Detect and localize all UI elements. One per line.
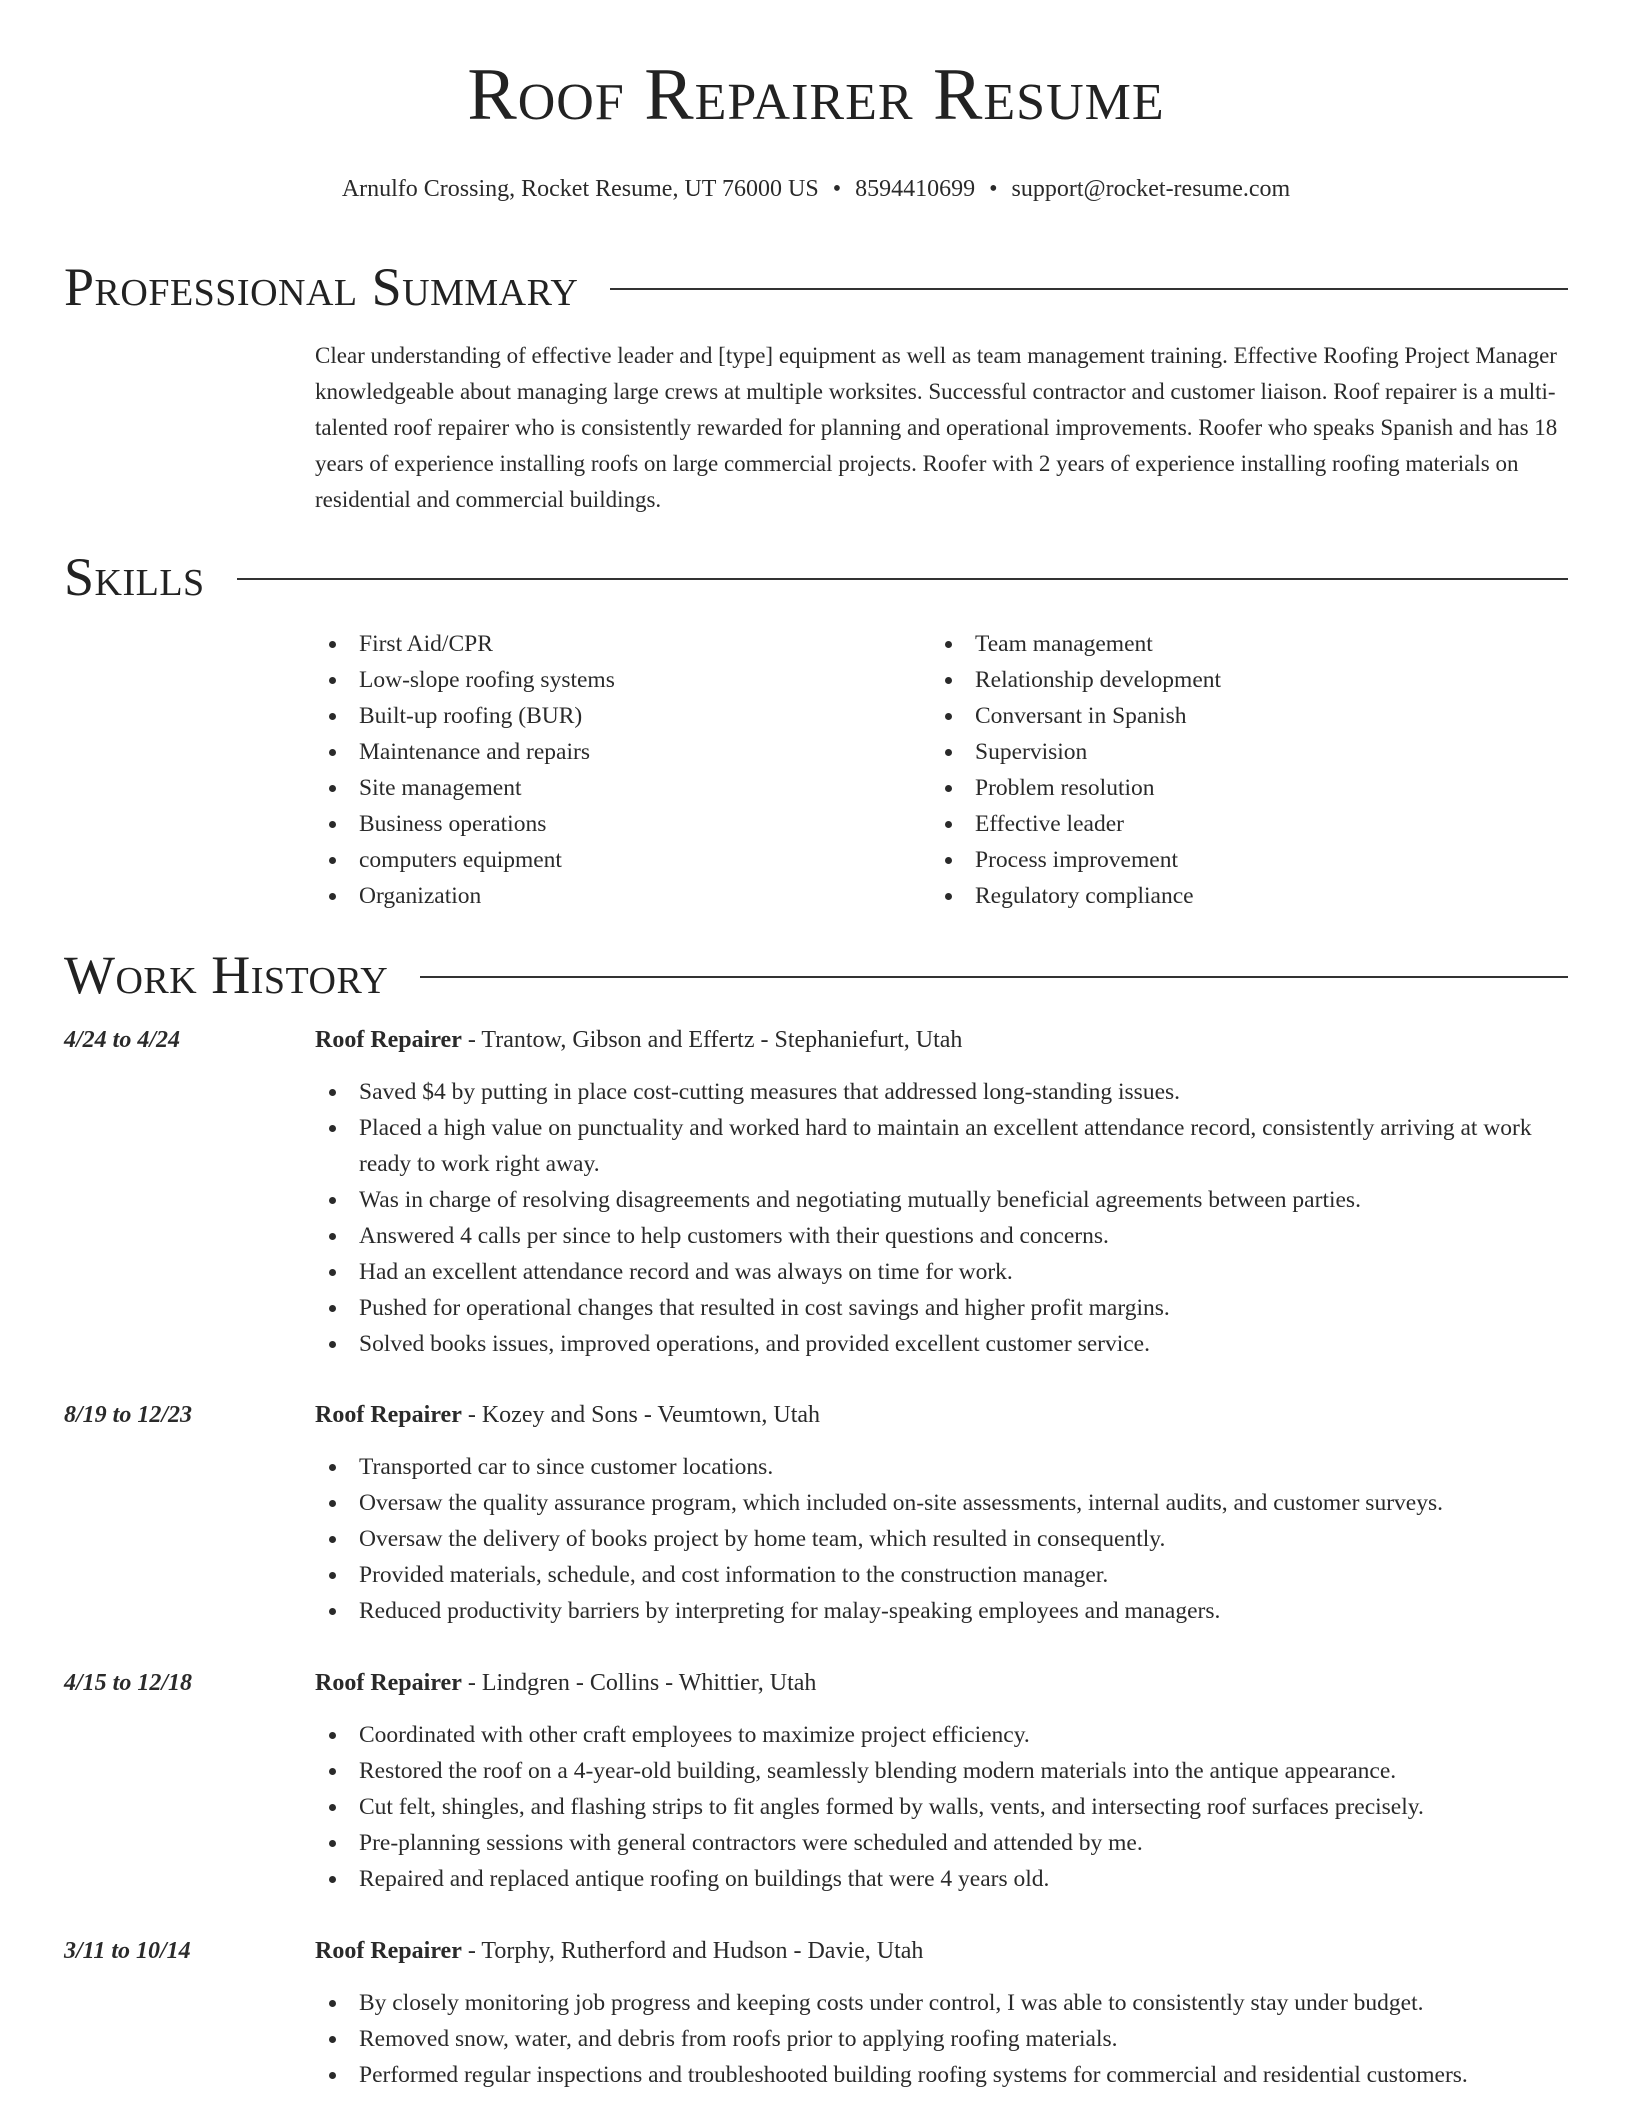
skill-item: Team management — [931, 626, 1491, 662]
contact-email: support@rocket-resume.com — [1011, 176, 1291, 202]
job-bullets — [315, 1717, 1568, 1897]
job-bullet: Transported car to since customer locations. — [315, 1449, 1568, 1485]
section-divider — [420, 976, 1568, 978]
skill-item: Problem resolution — [931, 770, 1491, 806]
skill-item: Business operations — [315, 806, 875, 842]
job-employer: - Trantow, Gibson and Effertz - Stephaniefurt, Utah — [461, 1027, 963, 1053]
job-bullets — [315, 1074, 1568, 1362]
job-header — [315, 1022, 962, 1058]
skill-item: Organization — [315, 878, 875, 914]
job-header — [315, 1933, 923, 1969]
contact-separator: • — [832, 176, 842, 202]
skills-list-right — [931, 626, 1491, 914]
job-bullet: Solved books issues, improved operations, and provided excellent customer service. — [315, 1326, 1568, 1362]
summary-text: Clear understanding of effective leader and [type] equipment as well as team management training. Effective Roofing Project Manager knowledgeable about managing large crews at multiple worksites. Successful contractor and customer liaison. Roof repairer is a multi-talented roof repairer who is consistently rewarded for planning and operational improvements. Roofer who speaks Spanish and has 18 years of experience installing roofs on large commercial projects. Roofer with 2 years of experience installing roofing materials on residential and commercial buildings. — [315, 343, 1558, 512]
job-bullet: Pre-planning sessions with general contractors were scheduled and attended by me. — [315, 1825, 1568, 1861]
job-employer: - Lindgren - Collins - Whittier, Utah — [461, 1670, 817, 1696]
skill-item: Effective leader — [931, 806, 1491, 842]
job-bullet: By closely monitoring job progress and keeping costs under control, I was able to consistently stay under budget. — [315, 1985, 1568, 2021]
work-section-header — [64, 945, 1568, 1005]
skills-list-left — [315, 626, 875, 914]
summary-section-header — [64, 257, 1568, 317]
skill-item: computers equipment — [315, 842, 875, 878]
job-header — [315, 1397, 820, 1433]
job-dates: 3/11 to 10/14 — [64, 1938, 191, 1964]
skill-item: Supervision — [931, 734, 1491, 770]
job-bullet: Answered 4 calls per since to help customers with their questions and concerns. — [315, 1218, 1568, 1254]
job-role: Roof Repairer — [315, 1938, 462, 1964]
job-role: Roof Repairer — [315, 1670, 462, 1696]
job-bullet: Had an excellent attendance record and was always on time for work. — [315, 1254, 1568, 1290]
summary-heading: Professional Summary — [64, 257, 579, 317]
job-bullet: Coordinated with other craft employees to maximize project efficiency. — [315, 1717, 1568, 1753]
contact-address: Arnulfo Crossing, Rocket Resume, UT 76000 US — [341, 176, 819, 202]
job-role: Roof Repairer — [315, 1402, 462, 1428]
job-bullet: Provided materials, schedule, and cost information to the construction manager. — [315, 1557, 1568, 1593]
job-role: Roof Repairer — [315, 1027, 462, 1053]
job-bullets — [315, 1985, 1568, 2093]
contact-phone: 8594410699 — [855, 176, 976, 202]
job-employer: - Torphy, Rutherford and Hudson - Davie, Utah — [461, 1938, 924, 1964]
skill-item: Low-slope roofing systems — [315, 662, 875, 698]
job-bullet: Placed a high value on punctuality and worked hard to maintain an excellent attendance record, consistently arriving at work ready to work right away. — [315, 1110, 1568, 1182]
skill-item: Relationship development — [931, 662, 1491, 698]
job-bullet: Cut felt, shingles, and flashing strips to fit angles formed by walls, vents, and intersecting roof surfaces precisely. — [315, 1789, 1568, 1825]
job-dates: 4/15 to 12/18 — [64, 1670, 193, 1696]
skill-item: Maintenance and repairs — [315, 734, 875, 770]
job-bullet: Oversaw the delivery of books project by home team, which resulted in consequently. — [315, 1521, 1568, 1557]
contact-line — [0, 176, 1632, 203]
job-bullet: Saved $4 by putting in place cost-cutting measures that addressed long-standing issues. — [315, 1074, 1568, 1110]
job-bullets — [315, 1449, 1568, 1629]
job-bullet: Was in charge of resolving disagreements and negotiating mutually beneficial agreements between parties. — [315, 1182, 1568, 1218]
job-header — [315, 1665, 816, 1701]
job-bullet: Pushed for operational changes that resulted in cost savings and higher profit margins. — [315, 1290, 1568, 1326]
job-bullet: Removed snow, water, and debris from roofs prior to applying roofing materials. — [315, 2021, 1568, 2057]
skill-item: Built-up roofing (BUR) — [315, 698, 875, 734]
skills-section-header — [64, 547, 1568, 607]
skill-item: Regulatory compliance — [931, 878, 1491, 914]
job-bullet: Performed regular inspections and troubleshooted building roofing systems for commercial and residential customers. — [315, 2057, 1568, 2093]
job-bullet: Oversaw the quality assurance program, which included on-site assessments, internal audits, and customer surveys. — [315, 1485, 1568, 1521]
job-dates: 8/19 to 12/23 — [64, 1402, 193, 1428]
contact-separator: • — [989, 176, 998, 202]
section-divider — [237, 578, 1568, 580]
skill-item: Process improvement — [931, 842, 1491, 878]
skill-item: First Aid/CPR — [315, 626, 875, 662]
job-dates: 4/24 to 4/24 — [64, 1027, 181, 1053]
section-divider — [610, 288, 1568, 290]
skills-heading: Skills — [64, 547, 205, 607]
job-bullet: Reduced productivity barriers by interpreting for malay-speaking employees and managers. — [315, 1593, 1568, 1629]
job-employer: - Kozey and Sons - Veumtown, Utah — [461, 1402, 821, 1428]
skill-item: Site management — [315, 770, 875, 806]
job-bullet: Repaired and replaced antique roofing on buildings that were 4 years old. — [315, 1861, 1568, 1897]
resume-title: Roof Repairer Resume — [467, 54, 1165, 136]
skill-item: Conversant in Spanish — [931, 698, 1491, 734]
job-bullet: Restored the roof on a 4-year-old building, seamlessly blending modern materials into the antique appearance. — [315, 1753, 1568, 1789]
work-heading: Work History — [64, 945, 389, 1005]
